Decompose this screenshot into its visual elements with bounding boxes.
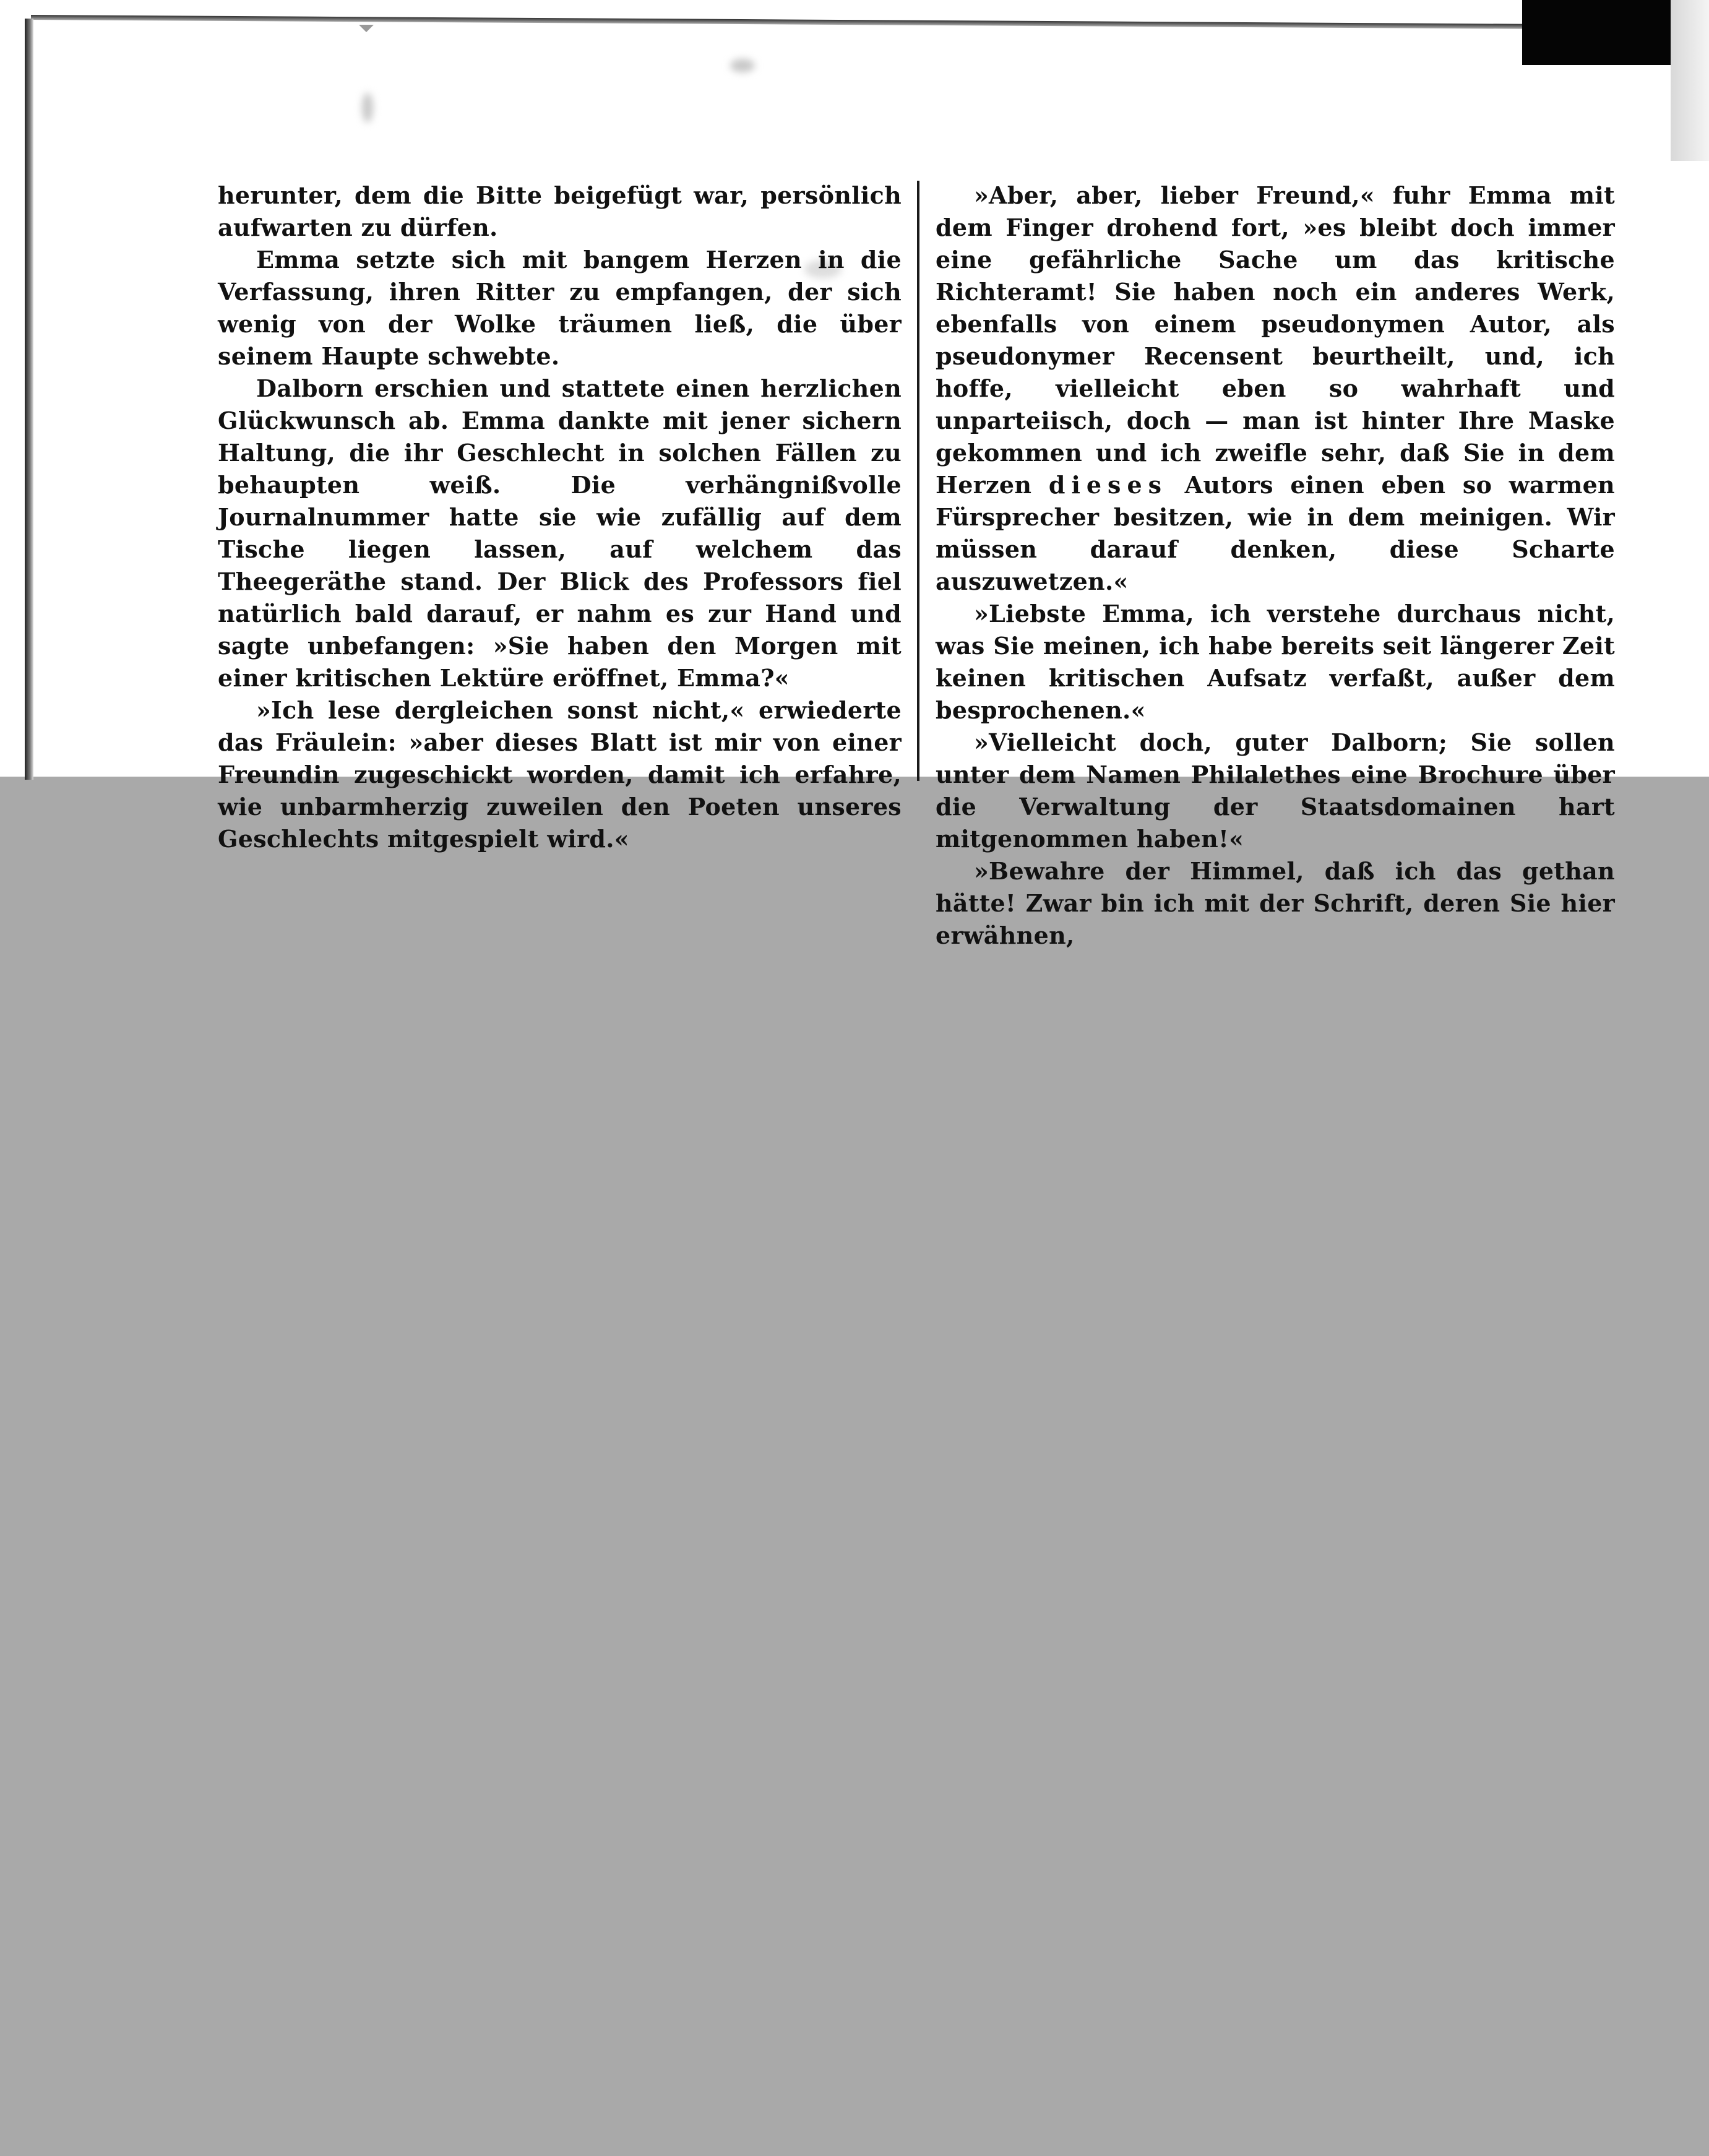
page-left-edge [25, 19, 33, 780]
ink-smudge [362, 93, 373, 123]
paragraph-text: Autors einen eben so warmen Fürsprecher besitzen, wie in dem meinigen. Wir müssen darauf denken, diese Scharte auszuwetzen.« [936, 471, 1615, 595]
scanned-page [0, 0, 1709, 949]
right-text-column [936, 179, 1615, 952]
paragraph: »Bewahre der Himmel, daß ich das gethan hätte! Zwar bin ich mit der Schrift, deren Sie hier erwähnen, [936, 857, 1615, 949]
scan-edge-strip [1671, 0, 1709, 161]
paragraph: herunter, dem die Bitte beigefügt war, persönlich aufwarten zu dürfen. [218, 181, 902, 241]
paragraph: »Vielleicht doch, guter Dalborn; Sie sollen unter dem Namen Philalethes eine Brochure über die Verwaltung der Staatsdomainen hart mitgenommen haben!« [936, 728, 1615, 853]
paragraph: »Ich lese dergleichen sonst nicht,« erwiederte das Fräulein: »aber dieses Blatt ist mir von einer Freundin zugeschickt worden, damit ich erfahre, wie unbarmherzig zuweilen den Poeten unseres Geschlechts mitgespielt wird.« [218, 696, 902, 853]
page-top-edge [31, 15, 1528, 29]
paragraph [936, 179, 1615, 598]
paragraph-text: »Aber, aber, lieber Freund,« fuhr Emma mit dem Finger drohend fort, »es bleibt doch immer eine gefährliche Sache um das kritische Richteramt! Sie haben noch ein anderes Werk, ebenfalls von einem pseudonymen Autor, als pseudonymer Recensent beurtheilt, und, ich hoffe, vielleicht eben so wahrhaft und unparteiisch, doch — man ist hinter Ihre Maske gekommen und ich zweifle sehr, daß Sie in dem Herzen [936, 181, 1615, 499]
left-text-column [218, 179, 902, 855]
emphasized-word: dieses [1048, 471, 1168, 499]
paragraph: »Liebste Emma, ich verstehe durchaus nicht, was Sie meinen, ich habe bereits seit längerer Zeit keinen kritischen Aufsatz verfaßt, außer dem besprochenen.« [936, 600, 1615, 724]
header-mark [359, 25, 374, 32]
column-divider [917, 181, 919, 781]
bleed-through-smudge [730, 59, 755, 72]
paragraph: Emma setzte sich mit bangem Herzen in die Verfassung, ihren Ritter zu empfangen, der sich wenig von der Wolke träumen ließ, die über seinem Haupte schwebte. [218, 246, 902, 370]
paragraph: Dalborn erschien und stattete einen herzlichen Glückwunsch ab. Emma dankte mit jener sichern Haltung, die ihr Geschlecht in solchen Fällen zu behaupten weiß. Die verhängnißvolle Journalnummer hatte sie wie zufällig auf dem Tische liegen lassen, auf welchem das Theegeräthe stand. Der Blick des Professors fiel natürlich bald darauf, er nahm es zur Hand und sagte unbefangen: »Sie haben den Morgen mit einer kritischen Lektüre eröffnet, Emma?« [218, 374, 902, 692]
